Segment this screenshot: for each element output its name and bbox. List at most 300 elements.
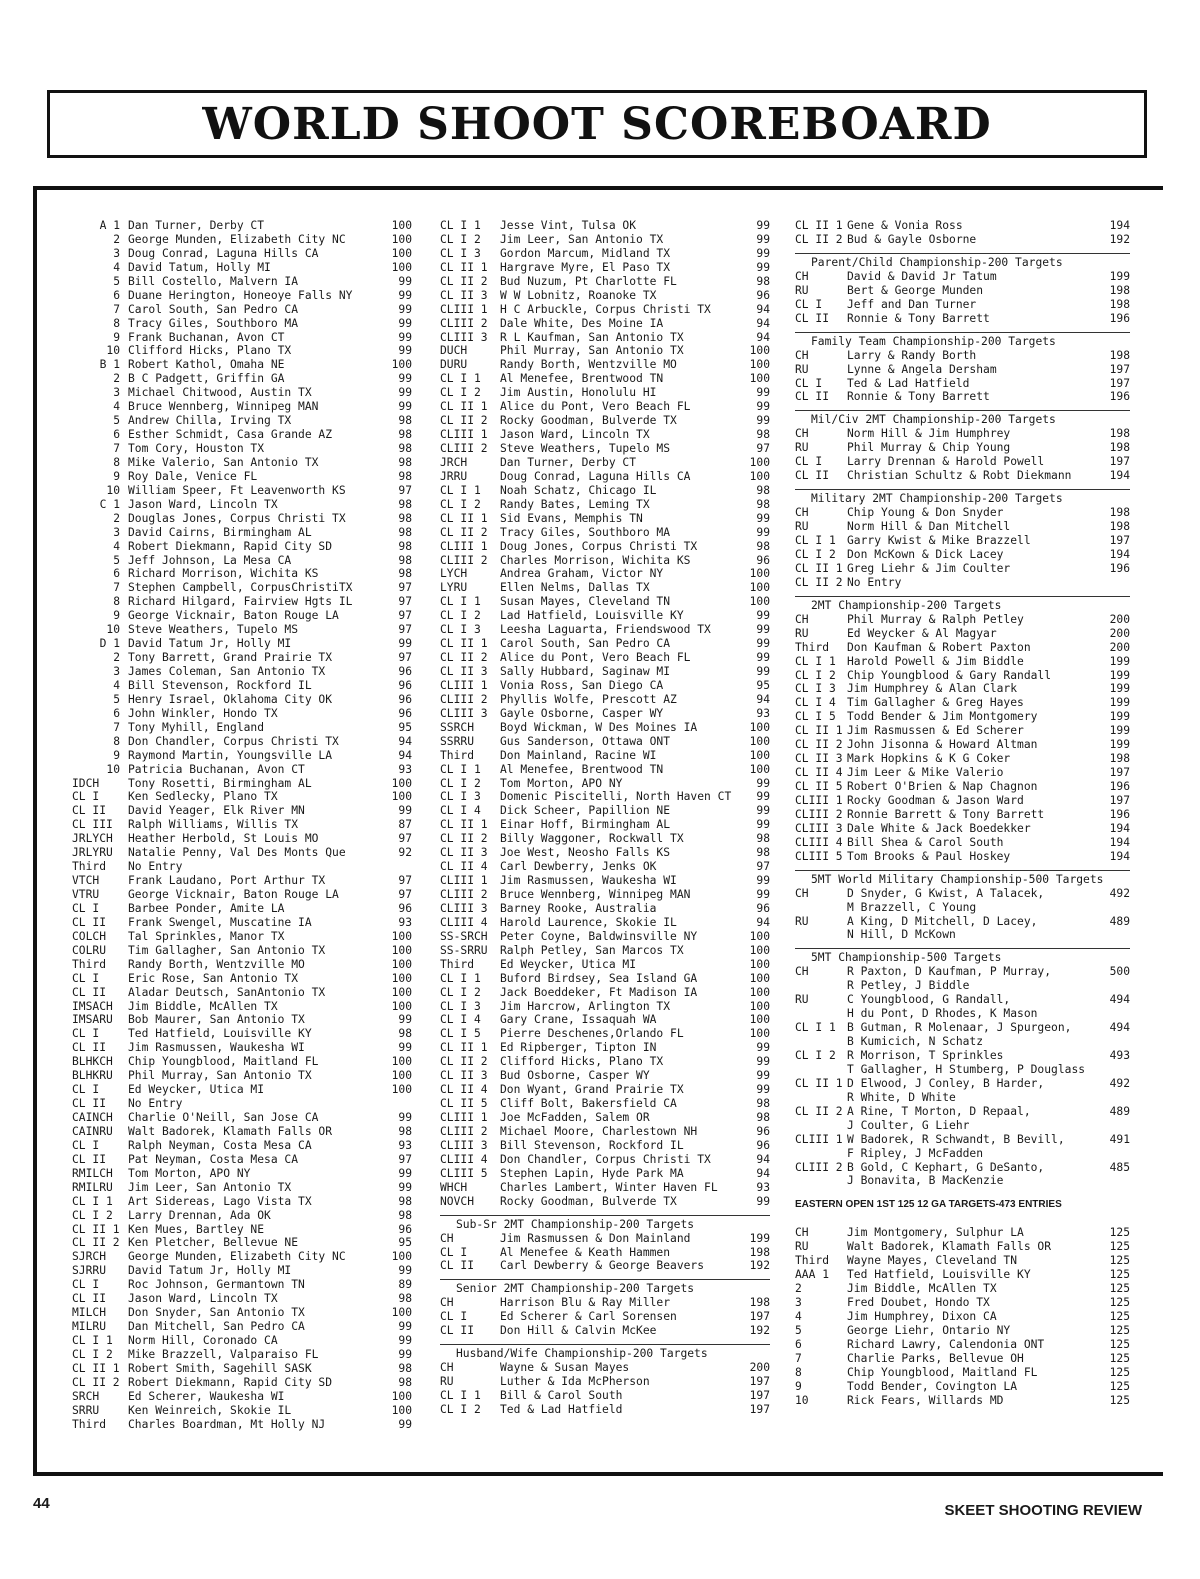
result-name: Pat Neyman, Costa Mesa CA: [128, 1152, 299, 1166]
result-name: Todd Bender, Covington LA: [847, 1379, 1018, 1393]
result-score: 98: [756, 539, 770, 553]
result-name: Billy Waggoner, Rockwall TX: [500, 832, 684, 846]
result-place: RMILRU: [72, 1180, 113, 1194]
result-place: JRLYRU: [72, 846, 113, 860]
result-score: 97: [398, 595, 412, 609]
result-score: 199: [1109, 269, 1130, 283]
result-place: CL I 1: [72, 1334, 113, 1347]
result-row: [72, 261, 412, 275]
result-row: [440, 1375, 770, 1389]
result-name: Ed Ripberger, Tipton IN: [500, 1041, 657, 1055]
result-score: 200: [1109, 612, 1130, 626]
result-place: VTRU: [72, 888, 100, 901]
result-name: Bruce Wennberg, Winnipeg MAN: [500, 888, 691, 901]
result-place: CLIII 1: [440, 539, 488, 553]
result-place: CL I 3: [795, 682, 836, 696]
result-place: CL II 3: [440, 846, 488, 860]
result-name: M Brazzell, C Young: [847, 900, 977, 914]
result-place: JRRU: [440, 469, 468, 483]
result-place: CL I 1: [795, 1021, 836, 1035]
result-name: Tim Gallagher & Greg Hayes: [847, 696, 1024, 710]
result-name: B Gutman, R Molenaar, J Spurgeon,: [847, 1021, 1072, 1035]
result-score: 198: [1109, 506, 1130, 520]
result-row: [440, 498, 770, 512]
result-row: [72, 804, 412, 818]
result-name: C Youngblood, G Randall,: [847, 993, 1011, 1007]
result-score: 197: [1109, 766, 1130, 780]
result-row: [72, 707, 412, 721]
result-score: 100: [749, 372, 770, 386]
result-score: 100: [749, 929, 770, 943]
result-score: 96: [398, 706, 412, 720]
result-row: [440, 1259, 770, 1273]
result-name: R Paxton, D Kaufman, P Murray,: [847, 965, 1052, 979]
result-name: Don Snyder, San Antonio TX: [128, 1306, 305, 1320]
result-row: [72, 930, 412, 944]
result-score: 99: [756, 400, 770, 414]
result-place: [795, 928, 847, 942]
result-name: Don McKown & Dick Lacey: [847, 547, 1004, 561]
result-place: NOVCH: [440, 1194, 475, 1208]
result-place: RU: [795, 993, 809, 1007]
result-score: 94: [398, 734, 412, 748]
result-row: [72, 484, 412, 498]
result-place: 6: [113, 428, 120, 442]
result-score: 99: [398, 1013, 412, 1027]
result-score: 100: [391, 1055, 412, 1069]
result-score: 197: [1109, 534, 1130, 547]
result-score: 98: [756, 497, 770, 511]
result-row: [72, 846, 412, 860]
result-row: [795, 427, 1130, 441]
result-place: CL I 2: [440, 1403, 481, 1416]
result-name: David Tatum, Holly MI: [128, 260, 271, 274]
result-row: [440, 1232, 770, 1246]
result-row: [72, 275, 412, 289]
result-name: Carol South, San Pedro CA: [128, 302, 299, 316]
result-score: 98: [398, 567, 412, 581]
result-place: CL I 1: [72, 1194, 113, 1208]
result-row: [72, 1041, 412, 1055]
result-name: A King, D Mitchell, D Lacey,: [847, 914, 1038, 928]
result-score: 98: [398, 442, 412, 455]
result-name: Mike Brazzell, Valparaiso FL: [128, 1347, 319, 1361]
result-row: [440, 1139, 770, 1153]
result-row: [795, 641, 1130, 655]
result-place: CL I 4: [440, 804, 481, 818]
result-score: 492: [1109, 1076, 1130, 1090]
result-place: CL II 1: [440, 260, 488, 274]
result-score: 100: [391, 1306, 412, 1320]
result-place: CLIII 3: [440, 1138, 488, 1152]
result-score: 199: [1109, 654, 1130, 668]
result-row: [440, 1324, 770, 1338]
result-row: [440, 1055, 770, 1069]
result-row: [795, 1394, 1130, 1408]
result-row: [440, 1097, 770, 1111]
result-score: 98: [756, 274, 770, 288]
result-score: 98: [398, 428, 412, 442]
result-place: 3: [113, 665, 120, 678]
result-score: 100: [391, 1403, 412, 1417]
result-score: 100: [391, 1389, 412, 1403]
result-score: 199: [1109, 710, 1130, 724]
result-row: [72, 414, 412, 428]
result-place: CL I 3: [440, 246, 481, 260]
result-place: RU: [440, 1375, 454, 1389]
result-name: Bill Costello, Malvern IA: [128, 274, 299, 288]
result-name: Domenic Piscitelli, North Haven CT: [500, 790, 732, 804]
result-name: Buford Birdsey, Sea Island GA: [500, 971, 698, 985]
result-place: CL I 1: [440, 219, 481, 232]
result-place: CL II 2: [440, 651, 488, 665]
result-name: Tracy Giles, Southboro MA: [500, 525, 671, 539]
result-score: 99: [398, 1320, 412, 1334]
result-score: [1098, 901, 1130, 915]
result-row: [795, 1021, 1130, 1035]
result-row: [795, 1240, 1130, 1254]
result-score: 98: [756, 483, 770, 497]
result-name: Jim Biddle, McAllen TX: [128, 999, 278, 1013]
result-score: 197: [749, 1403, 770, 1416]
result-place: CL I 2: [440, 985, 481, 999]
result-row: [795, 1035, 1130, 1049]
result-place: Third: [72, 860, 107, 874]
result-score: 98: [398, 455, 412, 469]
result-score: 99: [398, 302, 412, 316]
result-name: Ted Hatfield, Louisville KY: [847, 1268, 1031, 1282]
result-score: 93: [398, 762, 412, 776]
result-score: 99: [398, 1417, 412, 1431]
result-row: [72, 874, 412, 888]
result-score: [1098, 1091, 1130, 1105]
result-score: 100: [749, 358, 770, 372]
result-score: 99: [398, 1111, 412, 1124]
result-place: CL I 1: [795, 654, 836, 668]
result-score: 100: [391, 999, 412, 1013]
result-row: [795, 455, 1130, 469]
result-row: [72, 1320, 412, 1334]
result-score: 98: [398, 469, 412, 483]
results-column-3: [795, 219, 1130, 1408]
result-place: 3: [795, 1296, 802, 1310]
result-row: [440, 581, 770, 595]
result-place: CLIII 2: [795, 807, 843, 821]
result-name: Doug Conrad, Laguna Hills CA: [128, 246, 319, 260]
result-place: CL II 3: [795, 752, 843, 766]
result-score: 197: [1109, 793, 1130, 807]
result-place: CL III: [72, 818, 113, 832]
result-score: 100: [749, 581, 770, 595]
result-place: RU: [795, 914, 809, 928]
result-name: Andrew Chilla, Irving TX: [128, 414, 292, 428]
result-name: Michael Moore, Charlestown NH: [500, 1124, 698, 1138]
result-name: Ellen Nelms, Dallas TX: [500, 581, 650, 595]
result-name: Steve Weathers, Tupelo MS: [128, 623, 299, 637]
result-row: [440, 1027, 770, 1041]
result-score: 96: [756, 553, 770, 567]
result-name: Jeff Johnson, La Mesa CA: [128, 553, 292, 567]
result-score: 192: [1109, 232, 1130, 246]
page-number: 44: [33, 1495, 50, 1512]
result-row: [795, 710, 1130, 724]
result-row: [72, 1209, 412, 1223]
result-row: [72, 372, 412, 386]
result-score: 99: [756, 637, 770, 651]
result-name: Dan Mitchell, San Pedro CA: [128, 1320, 305, 1334]
result-place: CL II: [72, 1097, 107, 1111]
result-name: Charles Lambert, Winter Haven FL: [500, 1180, 718, 1194]
result-name: Sid Evans, Memphis TN: [500, 511, 643, 525]
result-score: 493: [1109, 1049, 1130, 1062]
result-place: WHCH: [440, 1180, 468, 1194]
result-name: Jason Ward, Lincoln TX: [128, 497, 278, 511]
result-row: [795, 627, 1130, 641]
section-heading: Husband/Wife Championship-200 Targets: [440, 1344, 770, 1361]
result-score: 100: [391, 260, 412, 274]
result-place: CL II: [440, 1259, 475, 1273]
result-name: Larry Drennan & Harold Powell: [847, 455, 1045, 469]
result-row: [72, 777, 412, 791]
result-place: CL II: [795, 311, 830, 325]
result-score: 99: [756, 790, 770, 804]
result-place: 3: [113, 386, 120, 400]
result-row: [795, 1366, 1130, 1380]
result-score: 197: [1109, 455, 1130, 469]
result-score: 194: [1109, 469, 1130, 483]
result-name: Phyllis Wolfe, Prescott AZ: [500, 692, 677, 706]
result-score: 198: [1109, 348, 1130, 362]
result-place: 10: [106, 483, 120, 497]
result-score: 99: [398, 330, 412, 344]
result-score: 100: [749, 971, 770, 985]
result-score: 99: [756, 651, 770, 665]
result-name: Jesse Vint, Tulsa OK: [500, 219, 637, 232]
result-name: Tony Barrett, Grand Prairie TX: [128, 651, 333, 665]
result-row: [440, 1181, 770, 1195]
result-place: CL I: [72, 790, 100, 804]
section-heading: 5MT Championship-500 Targets: [795, 948, 1130, 965]
result-name: Roy Dale, Venice FL: [128, 469, 258, 483]
result-name: Ted Hatfield, Louisville KY: [128, 1027, 312, 1041]
section-heading: Parent/Child Championship-200 Targets: [795, 253, 1130, 270]
result-score: 198: [1109, 520, 1130, 534]
result-place: [795, 1035, 847, 1049]
result-row: [795, 1119, 1130, 1133]
result-row: [440, 442, 770, 456]
result-name: Mike Valerio, San Antonio TX: [128, 455, 319, 469]
result-place: CLIII 1: [795, 793, 843, 807]
result-score: 100: [749, 595, 770, 609]
result-name: Tim Gallagher, San Antonio TX: [128, 943, 326, 957]
result-name: Don Kaufman & Robert Paxton: [847, 640, 1031, 654]
result-score: 100: [749, 957, 770, 971]
result-row: [72, 1181, 412, 1195]
result-name: Jim Leer, San Antonio TX: [500, 232, 664, 246]
result-row: [72, 1418, 412, 1432]
result-name: Ed Weycker & Al Magyar: [847, 626, 997, 640]
result-score: 96: [398, 1222, 412, 1236]
result-place: BLHKRU: [72, 1069, 113, 1083]
result-name: B Kumicich, N Schatz: [847, 1035, 984, 1049]
result-place: CL II 1: [795, 219, 843, 232]
result-name: Ralph Neyman, Costa Mesa CA: [128, 1138, 312, 1152]
result-place: CLIII 1: [440, 1111, 488, 1124]
result-place: 10: [106, 344, 120, 358]
result-place: CLIII 1: [440, 874, 488, 888]
result-score: [380, 1097, 412, 1111]
result-place: 5: [113, 553, 120, 567]
result-name: Norm Hill & Jim Humphrey: [847, 427, 1011, 441]
result-score: 98: [756, 1111, 770, 1124]
result-name: Doug Jones, Corpus Christi TX: [500, 539, 698, 553]
result-row: [795, 377, 1130, 391]
result-name: Randy Borth, Wentzville MO: [128, 957, 305, 971]
result-score: 99: [756, 1041, 770, 1055]
result-row: [795, 613, 1130, 627]
result-score: 125: [1109, 1309, 1130, 1323]
result-place: Third: [72, 957, 107, 971]
result-row: [795, 312, 1130, 326]
result-row: [72, 1278, 412, 1292]
result-name: David & David Jr Tatum: [847, 269, 997, 283]
result-name: Vonia Ross, San Diego CA: [500, 678, 664, 692]
result-score: 100: [749, 1027, 770, 1041]
result-score: 98: [398, 1375, 412, 1389]
result-score: 500: [1109, 965, 1130, 979]
result-score: 125: [1109, 1351, 1130, 1365]
result-name: Bill & Carol South: [500, 1389, 623, 1403]
result-place: 9: [113, 330, 120, 344]
result-row: [795, 1007, 1130, 1021]
result-row: [440, 707, 770, 721]
result-score: 96: [398, 678, 412, 692]
result-place: 2: [795, 1282, 802, 1296]
result-score: 100: [749, 344, 770, 358]
result-row: [72, 498, 412, 512]
result-name: Bud & Gayle Osborne: [847, 232, 977, 246]
result-name: T Gallagher, H Stumberg, P Douglass: [847, 1062, 1086, 1076]
result-score: 198: [1109, 283, 1130, 297]
result-name: Bill Stevenson, Rockford IL: [500, 1138, 684, 1152]
result-score: 99: [398, 1041, 412, 1055]
result-place: 8: [113, 455, 120, 469]
result-place: 9: [113, 748, 120, 762]
result-name: Boyd Wickman, W Des Moines IA: [500, 720, 698, 734]
result-name: Robert Kathol, Omaha NE: [128, 358, 285, 372]
result-score: 98: [398, 553, 412, 567]
result-row: [72, 470, 412, 484]
result-row: [72, 1292, 412, 1306]
magazine-name: SKEET SHOOTING REVIEW: [944, 1502, 1142, 1519]
result-row: [795, 1077, 1130, 1091]
result-name: John Winkler, Hondo TX: [128, 706, 278, 720]
result-score: 491: [1109, 1132, 1130, 1146]
result-place: SS-SRCH: [440, 929, 488, 943]
result-name: Hargrave Myre, El Paso TX: [500, 260, 671, 274]
result-name: David Cairns, Birmingham AL: [128, 525, 312, 539]
result-name: A Rine, T Morton, D Repaal,: [847, 1104, 1031, 1118]
result-row: [795, 887, 1130, 901]
result-name: Carl Dewberry & George Beavers: [500, 1259, 705, 1273]
result-score: 485: [1109, 1160, 1130, 1174]
result-name: Charlie O'Neill, San Jose CA: [128, 1111, 319, 1124]
result-score: 95: [756, 678, 770, 692]
result-name: Ken Pletcher, Bellevue NE: [128, 1236, 299, 1250]
result-name: Rocky Goodman & Jason Ward: [847, 793, 1024, 807]
result-score: 98: [398, 1361, 412, 1375]
result-place: CL II 3: [440, 665, 488, 678]
result-row: [72, 1404, 412, 1418]
result-place: LYCH: [440, 567, 468, 581]
result-place: SSRCH: [440, 720, 475, 734]
result-score: 489: [1109, 1104, 1130, 1118]
result-score: 194: [1109, 547, 1130, 561]
result-row: [795, 270, 1130, 284]
result-row: [440, 679, 770, 693]
result-name: Ken Mues, Bartley NE: [128, 1222, 265, 1236]
result-name: George Munden, Elizabeth City NC: [128, 1250, 346, 1264]
result-score: 199: [1109, 738, 1130, 752]
result-place: CL I 2: [795, 1049, 836, 1062]
result-place: CL I: [440, 1310, 468, 1324]
result-score: 125: [1109, 1226, 1130, 1240]
result-row: [795, 1091, 1130, 1105]
result-place: 2: [113, 511, 120, 525]
result-score: 98: [398, 497, 412, 511]
result-name: Phil Murray & Ralph Petley: [847, 612, 1024, 626]
result-place: 5: [113, 274, 120, 288]
result-score: 99: [398, 1334, 412, 1347]
result-row: [72, 512, 412, 526]
result-name: D Elwood, J Conley, B Harder,: [847, 1076, 1045, 1090]
result-row: [440, 358, 770, 372]
result-score: 99: [756, 874, 770, 888]
result-score: 99: [398, 1347, 412, 1361]
result-place: VTCH: [72, 874, 100, 888]
result-row: [72, 1264, 412, 1278]
result-place: 9: [113, 609, 120, 623]
result-row: [795, 520, 1130, 534]
result-place: CH: [440, 1231, 454, 1245]
result-row: [795, 766, 1130, 780]
result-row: [440, 540, 770, 554]
result-name: Don Wyant, Grand Prairie TX: [500, 1083, 684, 1097]
result-place: CL I: [72, 1138, 100, 1152]
result-place: MILCH: [72, 1306, 107, 1320]
result-name: Don Chandler, Corpus Christi TX: [500, 1152, 711, 1166]
result-name: Tracy Giles, Southboro MA: [128, 316, 299, 330]
result-place: 7: [113, 581, 120, 595]
result-row: [440, 512, 770, 526]
result-row: [795, 1174, 1130, 1188]
result-name: No Entry: [128, 1097, 183, 1111]
result-name: Lynne & Angela Dersham: [847, 362, 997, 376]
result-place: 3: [113, 246, 120, 260]
result-name: B Gold, C Kephart, G DeSanto,: [847, 1160, 1045, 1174]
result-row: [440, 1013, 770, 1027]
result-row: [72, 972, 412, 986]
result-row: [795, 1352, 1130, 1366]
result-name: Wayne Mayes, Cleveland TN: [847, 1254, 1018, 1268]
result-place: 4: [113, 678, 120, 692]
result-name: Bill Shea & Carol South: [847, 835, 1004, 849]
result-score: 100: [391, 943, 412, 957]
result-row: [795, 696, 1130, 710]
result-row: [72, 916, 412, 930]
result-place: CL II 3: [440, 1069, 488, 1083]
result-score: 98: [398, 1194, 412, 1208]
